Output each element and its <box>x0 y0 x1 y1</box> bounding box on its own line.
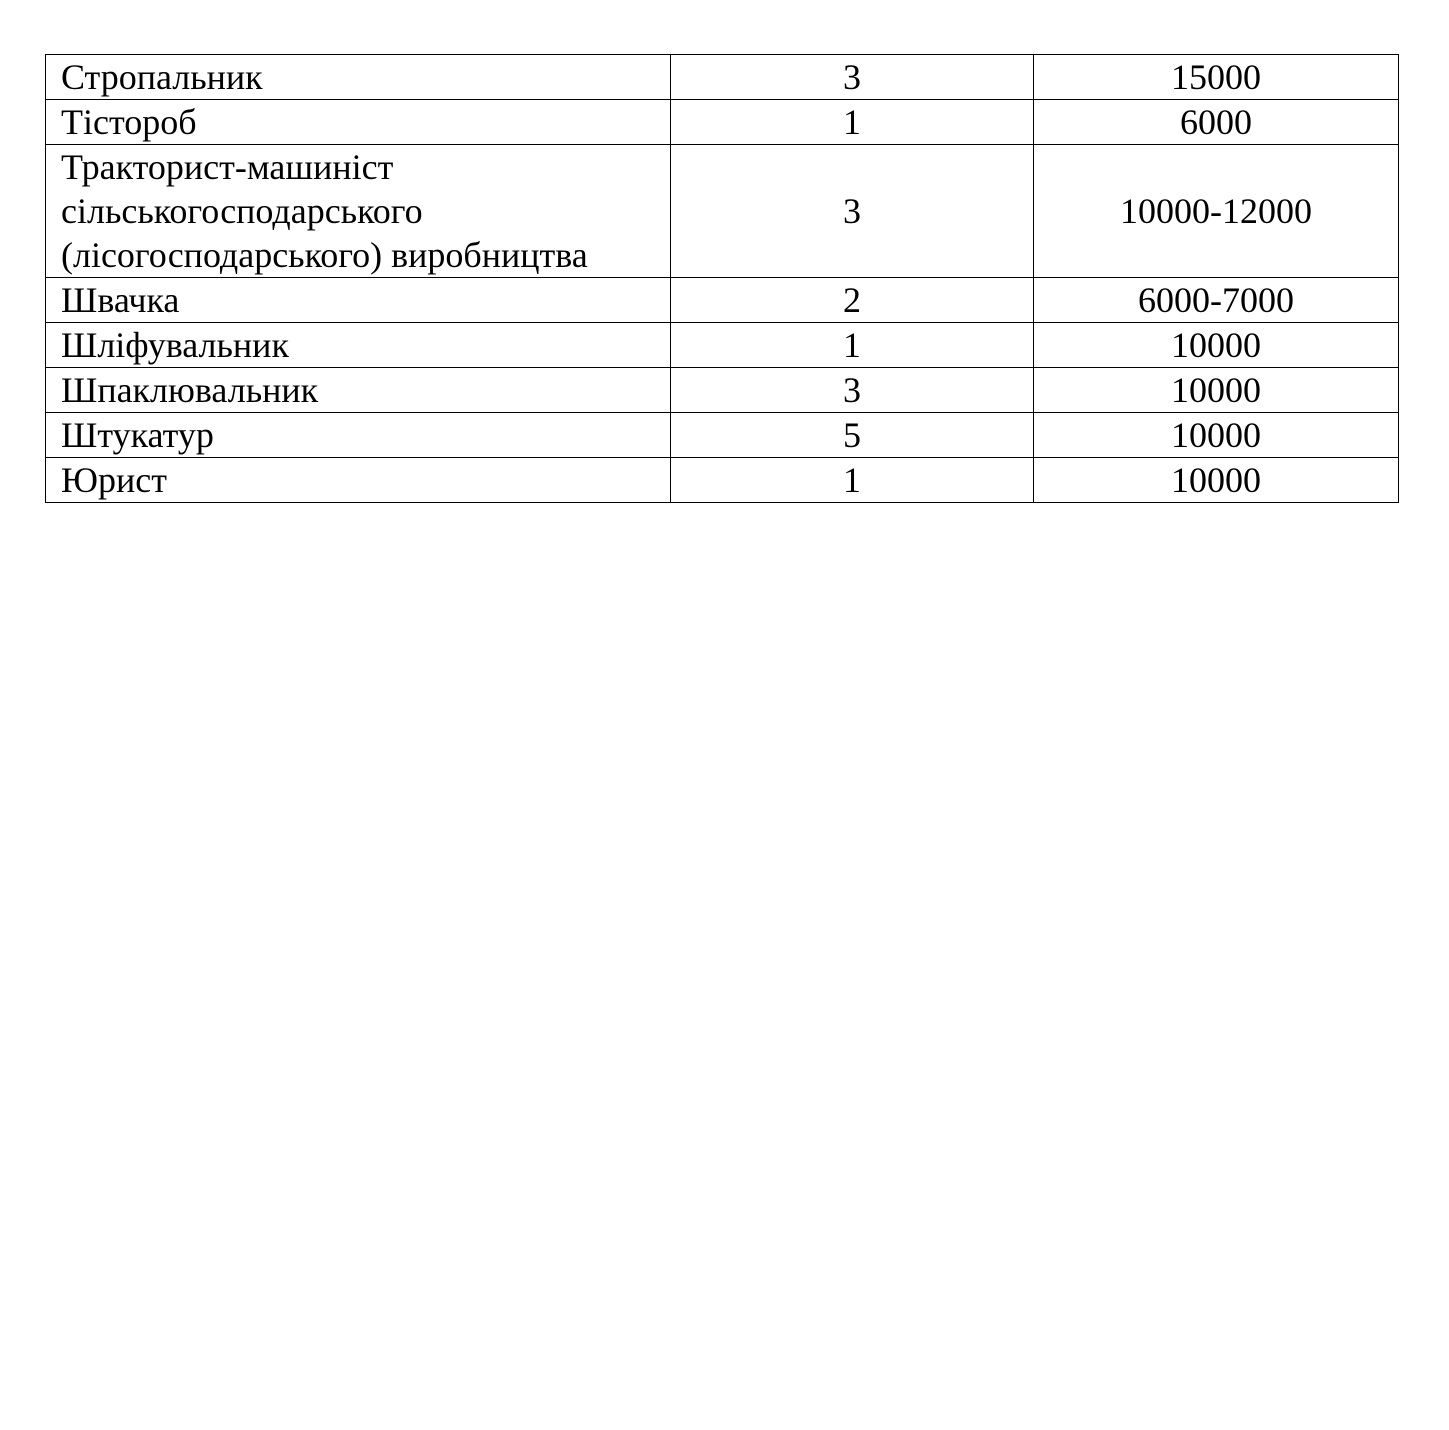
profession-cell: Юрист <box>46 458 671 503</box>
profession-cell: Стропальник <box>46 55 671 100</box>
count-cell: 2 <box>671 278 1034 323</box>
table-row <box>46 413 1399 458</box>
table-row <box>46 145 1399 278</box>
count-cell: 5 <box>671 413 1034 458</box>
count-cell: 3 <box>671 145 1034 278</box>
count-cell: 1 <box>671 100 1034 145</box>
salary-cell: 10000 <box>1034 458 1399 503</box>
salary-cell: 6000-7000 <box>1034 278 1399 323</box>
table-row <box>46 100 1399 145</box>
table-row <box>46 55 1399 100</box>
count-cell: 3 <box>671 368 1034 413</box>
count-cell: 1 <box>671 323 1034 368</box>
salary-cell: 10000 <box>1034 323 1399 368</box>
count-cell: 3 <box>671 55 1034 100</box>
salary-cell: 10000 <box>1034 413 1399 458</box>
count-cell: 1 <box>671 458 1034 503</box>
salary-cell: 10000 <box>1034 368 1399 413</box>
profession-cell: Швачка <box>46 278 671 323</box>
table-row <box>46 458 1399 503</box>
profession-cell: Тістороб <box>46 100 671 145</box>
salary-cell: 10000-12000 <box>1034 145 1399 278</box>
profession-cell: Шліфувальник <box>46 323 671 368</box>
profession-cell: Тракторист-машиніст сільськогосподарського (лісогосподарського) виробництва <box>46 145 671 278</box>
profession-cell: Шпаклювальник <box>46 368 671 413</box>
vacancies-table <box>45 54 1399 503</box>
table-row <box>46 278 1399 323</box>
table-row <box>46 323 1399 368</box>
salary-cell: 6000 <box>1034 100 1399 145</box>
profession-cell: Штукатур <box>46 413 671 458</box>
salary-cell: 15000 <box>1034 55 1399 100</box>
table-row <box>46 368 1399 413</box>
